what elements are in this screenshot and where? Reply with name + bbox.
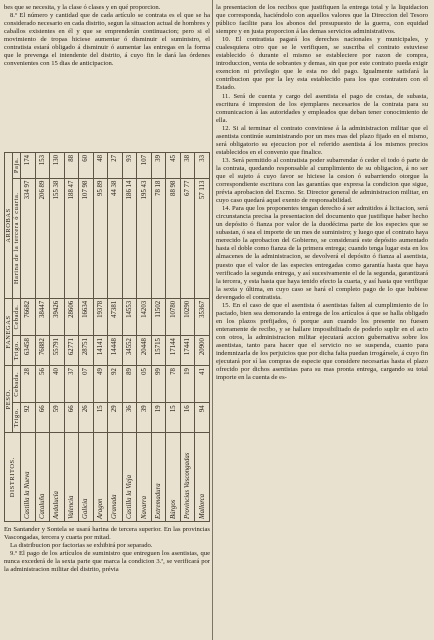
- left-column-top: [4, 4, 210, 68]
- value-cell: 15715: [151, 336, 166, 366]
- value-cell: 56: [35, 366, 50, 403]
- table-row: [50, 153, 65, 522]
- value-cell: 38: [180, 153, 195, 179]
- district-cell: Extremadura: [151, 433, 166, 522]
- left-bottom-paragraph: 9.º El pago de los artículos de suministro que entreguen los asentistas, que nunca excederá de la sexta parte que marca la condicion 3.ª, se verificará por la administracion militar del distrito, prévia: [4, 550, 210, 574]
- value-cell: 49: [93, 366, 108, 403]
- value-cell: 60: [79, 153, 94, 179]
- value-cell: 05: [137, 366, 152, 403]
- value-cell: 92: [108, 366, 123, 403]
- table-row: [195, 153, 210, 522]
- right-paragraph: 12. Si al terminar el contrato conviniese á la administracion militar que el asentista continúe suministrando por un mes mas del plazo fijado en el mismo, será obligatorio su ejecucion por el referido asentista á los mismos precios establecidos en el convenio que finalice.: [216, 124, 428, 156]
- header-fanegas: FANEGAS: [5, 298, 13, 365]
- district-cell: Mallorca: [195, 433, 210, 522]
- value-cell: 334 97: [21, 178, 36, 298]
- district-cell: Castilla la Vieja: [122, 433, 137, 522]
- header-fanegas-cebada: Cebada.: [13, 298, 21, 335]
- value-cell: 59: [50, 403, 65, 433]
- value-cell: 19: [180, 366, 195, 403]
- value-cell: 55791: [50, 336, 65, 366]
- value-cell: 14448: [108, 336, 123, 366]
- header-fanegas-trigo: Trigo.: [13, 336, 21, 366]
- value-cell: 19: [151, 403, 166, 433]
- table-row: [93, 153, 108, 522]
- district-cell: Andalucía: [50, 433, 65, 522]
- right-paragraph: 13. Será permitido al contratista poder subarrendar ó ceder el todo ó parte de la contrata, quedando responsable al cumplimiento de su obligacion, á no ser que el sujeto á cuyo favor se hiciese la cesion ó subarriendo otorgue la correspondiente escritura con las garantías que expresa la condicion que sigue, prévia aprobacion del Excmo. Sr. Director general de administracion militar, en cuyo caso quedará aquel exento de responsabilidad.: [216, 156, 428, 205]
- right-paragraph: 11. Será de cuenta y cargo del asentista el pago de costas, de subasta, escritura é impresion de los ejemplares necesarios de la contrata para su comunicacion á las autoridades y empleados que deban tener conocimiento de ella.: [216, 92, 428, 124]
- value-cell: 94: [195, 403, 210, 433]
- value-cell: 16: [180, 403, 195, 433]
- district-cell: Provincias Vascongadas: [180, 433, 195, 522]
- header-districts: DISTRITOS.: [5, 433, 21, 522]
- table-row: [180, 153, 195, 522]
- header-paja: Paja.: [13, 153, 21, 179]
- value-cell: 188 47: [64, 178, 79, 298]
- right-column: [216, 4, 428, 382]
- value-cell: 99: [151, 366, 166, 403]
- left-bottom-paragraph: En Santander y Sontela se usará harina de tercera superior. En las provincias Vascongadas, tercera y cuarta por mitad.: [4, 526, 210, 542]
- header-peso: PESO.: [5, 366, 13, 433]
- value-cell: 33: [195, 153, 210, 179]
- value-cell: 92: [21, 403, 36, 433]
- table-row: [35, 153, 50, 522]
- value-cell: 66: [64, 403, 79, 433]
- left-top-paragraph: 8.º El número y cantidad que de cada artículo se contrata es el que se ha considerado necesario en cada distrito, segun la situacion actual de hombres y caballos existentes en él y que se emprenderán continuacion; pero si el movimiento de tropas hiciese aumentar ó disminuir el suministro, el contratista estará obligado á disminuir ó aumentar las entregas en la forma que le prevenga el intendente del distrito, á cuyo fin le dará las órdenes convenientes con 15 dias de anticipacion.: [4, 12, 210, 68]
- value-cell: 15: [166, 403, 181, 433]
- table-row: [21, 153, 36, 522]
- value-cell: 27: [108, 153, 123, 179]
- value-cell: 41: [195, 366, 210, 403]
- district-cell: Aragon: [93, 433, 108, 522]
- value-cell: 38447: [35, 298, 50, 335]
- right-paragraph: 15. En el caso de que el asentista ó asentistas falten al cumplimiento de lo pactado, bien sea demorando la entrega de los artículos á que se halla obligado en los plazos prefijados, ó porque aun cuando los presente no fuesen enteramente de recibo, y se hallare imposibilitado de poderlo suplir en el acto con otros, la administracion militar ejecutará accion gubernativa sobre los asentistas, tanto para hacer que el servicio no se suspenda, cuanto para indemnizarla de los perjuicios que por dicha falta puedan irrogársele, á cuyo fin ejecutará por sí las compras de especie que considere necesarias hasta el plazo ofrecido por dichos asentistas para su mas pronta entrega, cargando su total importe en la cuenta de es-: [216, 301, 428, 382]
- value-cell: 28751: [79, 336, 94, 366]
- value-cell: 153: [35, 153, 50, 179]
- district-cell: Castilla la Nueva: [21, 433, 36, 522]
- left-top-paragraph: bes que se necesita, y la clase ó clases y en qué proporcion.: [4, 4, 161, 11]
- value-cell: 76882: [35, 336, 50, 366]
- value-cell: 130: [50, 153, 65, 179]
- value-cell: 107: [137, 153, 152, 179]
- value-cell: 95 89: [93, 178, 108, 298]
- value-cell: 35367: [195, 298, 210, 335]
- value-cell: 78: [166, 366, 181, 403]
- value-cell: 57 113: [195, 178, 210, 298]
- left-column-bottom: [4, 526, 210, 574]
- value-cell: 29: [108, 403, 123, 433]
- supply-table-rotated: [4, 152, 210, 522]
- value-cell: 39: [151, 153, 166, 179]
- value-cell: 76682: [21, 298, 36, 335]
- value-cell: 89: [122, 366, 137, 403]
- table-row: [137, 153, 152, 522]
- right-paragraph: la presentacion de los recibos que justifiquen la entrega total y la liquidacion que corresponda, haciéndolo con aquellos valores que la Direccion del Tesoro público facilite para los abonos del presupuesto de la guerra, con equidad siempre y en justa proporcion á las demas servicios administrativos.: [216, 4, 428, 36]
- right-paragraph: 10. El contratista pagará los derechos nacionales y municipales, y cualesquiera otro que se le verifiquen, se suscriba el contrato estuviese establecido ó durante el mismo se estableciere por razon de compra, introduccion, venta de sobrantes y demas, sin que por este contrato pueda exigir exencion ni privilegio que le esta no del pago. Igualmente satisfará la contribucion que por la ley esta establecido para los que contraten con el Estado.: [216, 36, 428, 92]
- value-cell: 63458: [21, 336, 36, 366]
- value-cell: 44 38: [108, 178, 123, 298]
- district-cell: Búrgos: [166, 433, 181, 522]
- value-cell: 28606: [64, 298, 79, 335]
- header-peso-trigo: Trigo.: [13, 403, 21, 433]
- header-harina: Harina de la tercera ó cuarta.: [13, 178, 21, 298]
- header-arrobas: ARROBAS: [5, 153, 13, 299]
- value-cell: 17441: [180, 336, 195, 366]
- table-row: [108, 153, 123, 522]
- supply-table: [4, 152, 210, 522]
- value-cell: 26: [79, 403, 94, 433]
- value-cell: 28: [21, 366, 36, 403]
- value-cell: 107 98: [79, 178, 94, 298]
- value-cell: 45: [166, 153, 181, 179]
- table-body: [21, 153, 210, 522]
- value-cell: 16634: [79, 298, 94, 335]
- district-cell: Cataluña: [35, 433, 50, 522]
- right-paragraph: 14. Para que los proponentes tengan derecho á ser admitidos á licitacion, será circunstancia precisa la presentacion del documento que justifique haber hecho un depósito ó fianza por valor de la duodécima parte de los especies que se subastan, ó sea el importe de un mes de suministro; y luego que el contrato haya merecido la aprobacion del Gobierno, se considerará este depósito aumentado hasta el doble como fianza de la primera entrega; cuando tenga lugar esta en los almacenes de la administracion, se devolverá el depósito ó fianza al asentista, puesto que el valor de las especies entregadas como garantía hasta que haya verificado la segunda entrega, y así sucesivamente el de la segunda, garantizará la tercera, y esta hasta que haya tenido efecto la cuarta, y así hasta que verifique la sexta y última, en cuyo caso se hará el completo pago de lo que hubiese devengado el contratista.: [216, 205, 428, 301]
- value-cell: 14141: [93, 336, 108, 366]
- value-cell: 14203: [137, 298, 152, 335]
- value-cell: 39: [137, 403, 152, 433]
- table-row: [166, 153, 181, 522]
- value-cell: 20448: [137, 336, 152, 366]
- value-cell: 174: [21, 153, 36, 179]
- value-cell: 36: [122, 403, 137, 433]
- table-row: [64, 153, 79, 522]
- value-cell: 206 89: [35, 178, 50, 298]
- value-cell: 88 98: [166, 178, 181, 298]
- value-cell: 37: [64, 366, 79, 403]
- value-cell: 10780: [166, 298, 181, 335]
- value-cell: 07: [79, 366, 94, 403]
- value-cell: 40: [50, 366, 65, 403]
- table-row: [122, 153, 137, 522]
- value-cell: 67 77: [180, 178, 195, 298]
- table-row: [79, 153, 94, 522]
- value-cell: 10290: [180, 298, 195, 335]
- value-cell: 195 43: [137, 178, 152, 298]
- value-cell: 39426: [50, 298, 65, 335]
- value-cell: 15: [93, 403, 108, 433]
- header-peso-cebada: Cebada.: [13, 366, 21, 403]
- value-cell: 11502: [151, 298, 166, 335]
- value-cell: 47381: [108, 298, 123, 335]
- district-cell: Valencia: [64, 433, 79, 522]
- value-cell: 186 14: [122, 178, 137, 298]
- table-row: [151, 153, 166, 522]
- value-cell: 19378: [93, 298, 108, 335]
- value-cell: 34552: [122, 336, 137, 366]
- value-cell: 78 18: [151, 178, 166, 298]
- value-cell: 66: [35, 403, 50, 433]
- district-cell: Granada: [108, 433, 123, 522]
- value-cell: 62771: [64, 336, 79, 366]
- district-cell: Galicia: [79, 433, 94, 522]
- value-cell: 20900: [195, 336, 210, 366]
- value-cell: 155 38: [50, 178, 65, 298]
- value-cell: 88: [64, 153, 79, 179]
- column-divider: [212, 0, 213, 640]
- value-cell: 48: [93, 153, 108, 179]
- value-cell: 93: [122, 153, 137, 179]
- district-cell: Navarra: [137, 433, 152, 522]
- value-cell: 17144: [166, 336, 181, 366]
- left-bottom-paragraph: La distribucion por factorias se exhibirá por separado.: [10, 542, 153, 550]
- value-cell: 14553: [122, 298, 137, 335]
